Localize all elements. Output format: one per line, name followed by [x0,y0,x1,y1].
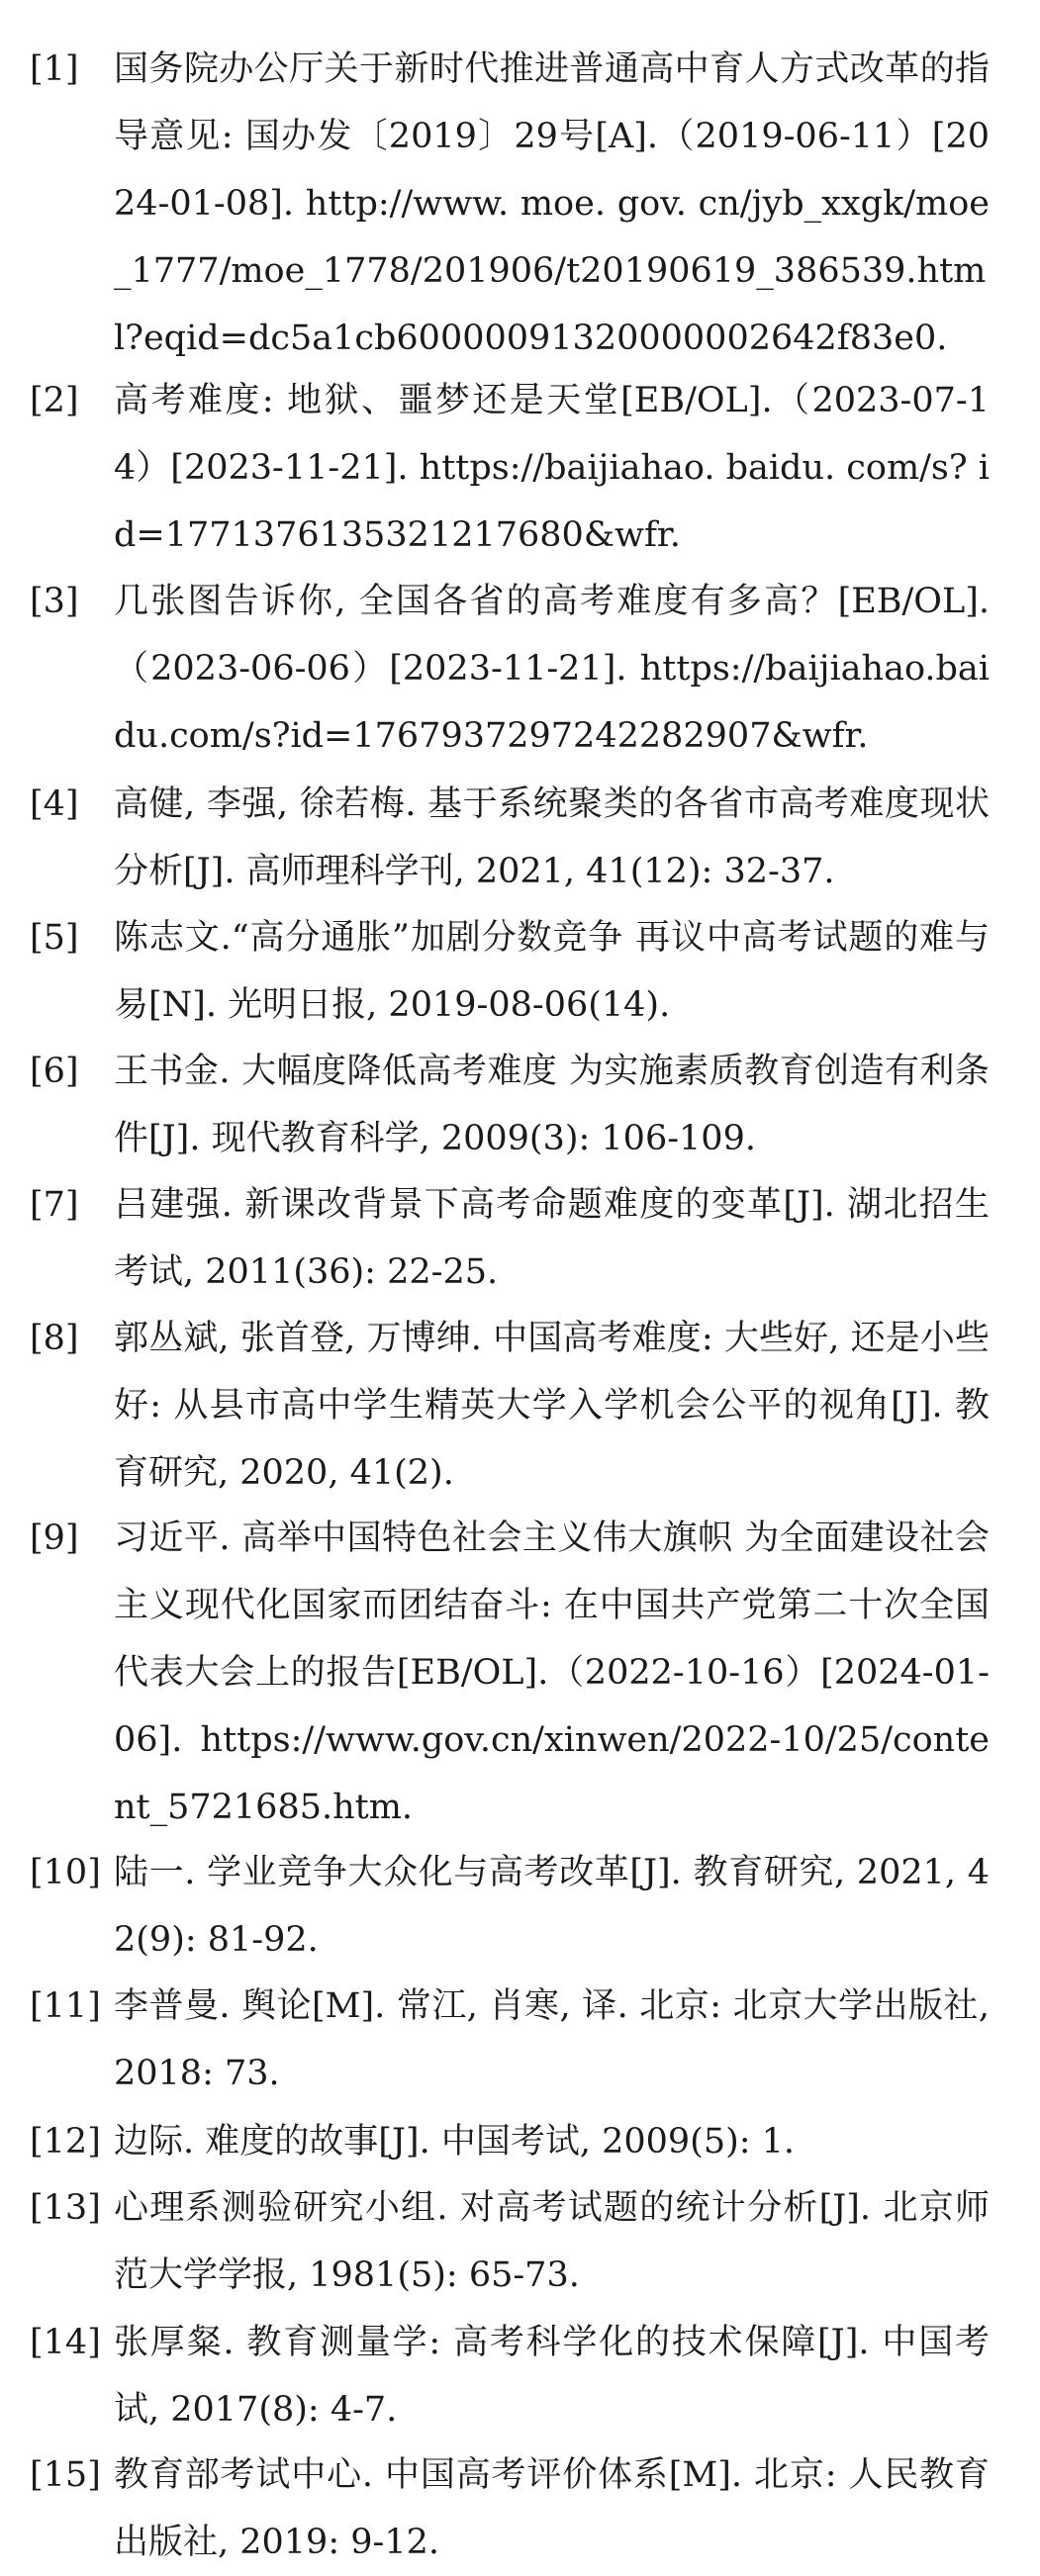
reference-number: [5] [30,918,79,958]
reference-text: 习近平. 高举中国特色社会主义伟大旗帜 为全面建设社会主义现代化国家而团结奋斗: 在中国共产党第二十次全国代表大会上的报告[EB/OL].（2022-10-16）[2024-01-06]. https://www.gov.cn/xinwen/2022-10/25/content_5721685.htm. [114,1518,990,1827]
reference-number: [6] [30,1052,79,1091]
reference-number: [8] [30,1319,79,1358]
reference-text: 李普曼. 舆论[M]. 常江, 肖寒, 译. 北京: 北京大学出版社, 2018: 73. [114,1986,990,2093]
reference-text: 教育部考试中心. 中国高考评价体系[M]. 北京: 人民教育出版社, 2019: 9-12. [114,2455,990,2562]
reference-text: 陈志文.“高分通胀”加剧分数竞争 再议中高考试题的难与易[N]. 光明日报, 2019-08-06(14). [114,918,990,1025]
reference-text: 张厚粲. 教育测量学: 高考科学化的技术保障[J]. 中国考试, 2017(8): 4-7. [114,2323,990,2430]
reference-number: [9] [30,1518,79,1558]
reference-number: [7] [30,1185,79,1225]
reference-text: 心理系测验研究小组. 对高考试题的统计分析[J]. 北京师范大学学报, 1981(5): 65-73. [114,2188,990,2295]
reference-text: 国务院办公厅关于新时代推进普通高中育人方式改革的指导意见: 国办发〔2019〕29号[A].（2019-06-11）[2024-01-08]. http://www. moe. gov. cn/jyb_xxgk/moe_1777/moe_1778/201906/t20190619_386539.html?eqid=dc5a1cb60000091320000002642f83e0. [114,49,990,358]
reference-text: 王书金. 大幅度降低高考难度 为实施素质教育创造有利条件[J]. 现代教育科学, 2009(3): 106-109. [114,1052,990,1158]
reference-text: 郭丛斌, 张首登, 万博绅. 中国高考难度: 大些好, 还是小些好: 从县市高中学生精英大学入学机会公平的视角[J]. 教育研究, 2020, 41(2). [114,1319,990,1493]
reference-text: 陆一. 学业竞争大众化与高考改革[J]. 教育研究, 2021, 42(9): 81-92. [114,1853,990,1960]
reference-number: [1] [30,49,79,89]
reference-text: 高健, 李强, 徐若梅. 基于系统聚类的各省市高考难度现状分析[J]. 高师理科学刊, 2021, 41(12): 32-37. [114,784,990,891]
reference-number: [11] [30,1986,101,2026]
reference-text: 高考难度: 地狱、噩梦还是天堂[EB/OL].（2023-07-14）[2023-11-21]. https://baijiahao. baidu. com/s? id=1771376135321217680&wfr. [114,381,990,555]
reference-text: 吕建强. 新课改背景下高考命题难度的变革[J]. 湖北招生考试, 2011(36): 22-25. [114,1185,990,1292]
reference-number: [13] [30,2188,101,2228]
reference-number: [14] [30,2323,101,2362]
reference-number: [12] [30,2122,101,2162]
reference-number: [15] [30,2455,101,2495]
reference-number: [2] [30,381,79,420]
reference-number: [3] [30,582,79,621]
reference-text: 几张图告诉你, 全国各省的高考难度有多高？[EB/OL].（2023-06-06）[2023-11-21]. https://baijiahao.baidu.com/s?id=1767937297242282907&wfr. [114,582,990,756]
reference-number: [10] [30,1853,101,1892]
reference-text: 边际. 难度的故事[J]. 中国考试, 2009(5): 1. [114,2122,796,2162]
reference-number: [4] [30,784,79,824]
